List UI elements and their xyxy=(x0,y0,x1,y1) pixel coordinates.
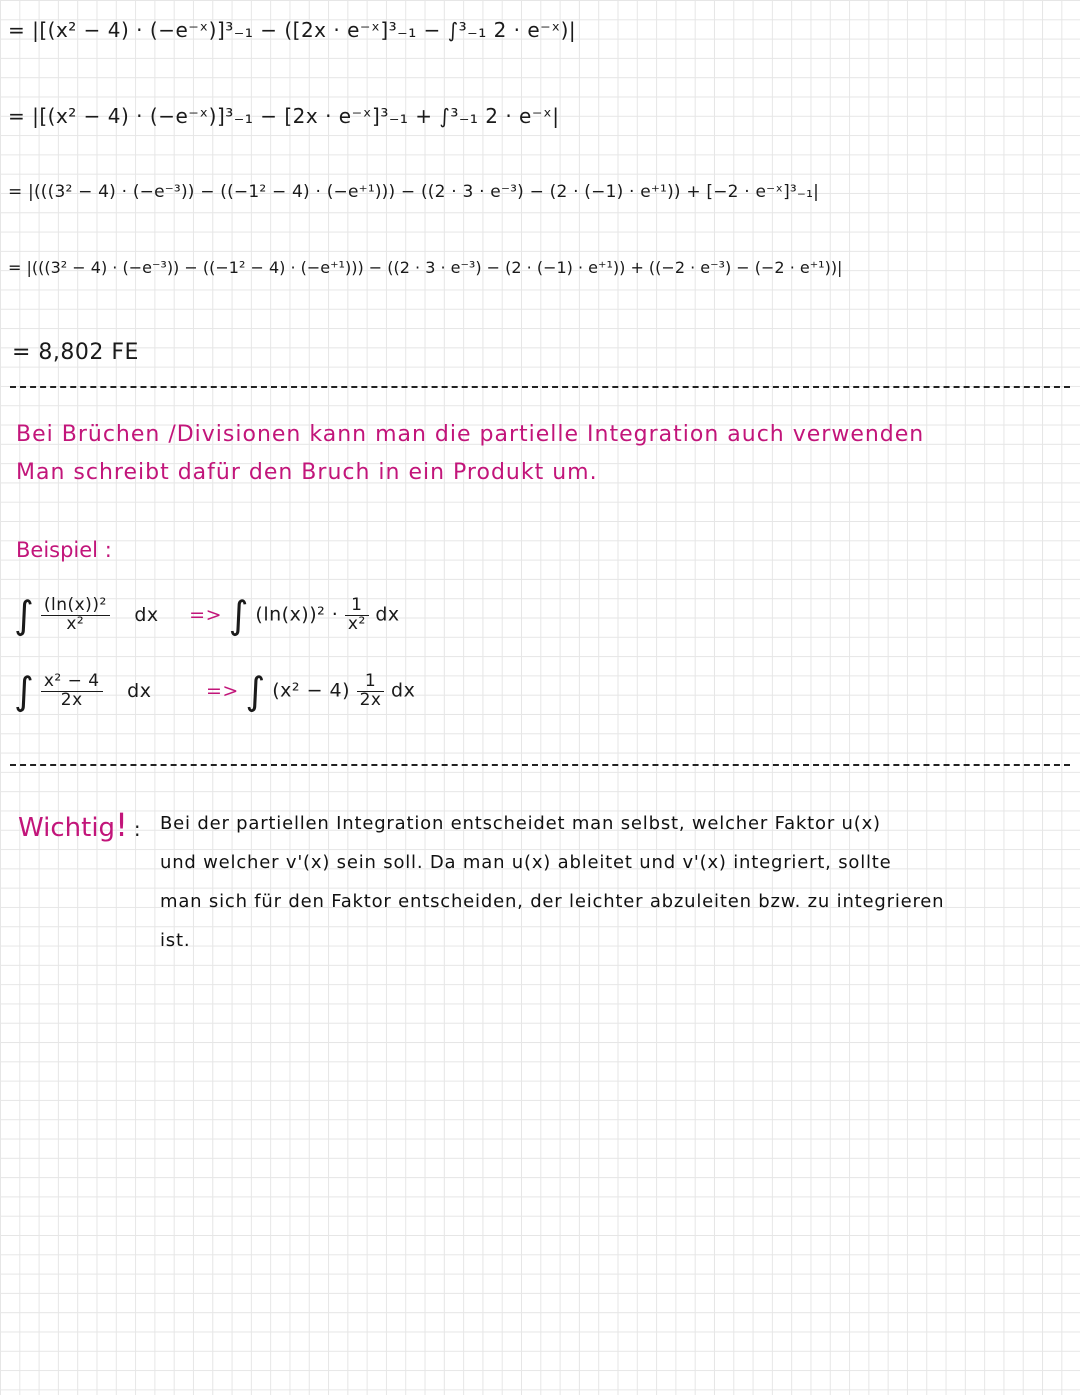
example-1-rhs-dx: dx xyxy=(375,603,400,626)
example-2-denominator: 2x xyxy=(60,689,83,710)
example-1-arrow: => xyxy=(189,603,223,626)
example-1-rhs-numerator: 1 xyxy=(345,597,369,616)
example-1-denominator: x² xyxy=(66,613,85,634)
example-2-rhs-denominator: 2x xyxy=(359,689,382,710)
example-2-rhs-numerator: 1 xyxy=(357,673,385,692)
example-2-rhs-dx: dx xyxy=(391,679,416,702)
calc-line-1: = |[(x² − 4) · (−e⁻ˣ)]³₋₁ − ([2x · e⁻ˣ]³₋₁ − ∫³₋₁ 2 · e⁻ˣ)| xyxy=(8,18,577,42)
divider-2 xyxy=(10,764,1070,766)
calc-result: = 8,802 FE xyxy=(12,340,139,365)
calc-line-4: = |(((3² − 4) · (−e⁻³)) − ((−1² − 4) · (−e⁺¹))) − ((2 · 3 · e⁻³) − (2 · (−1) · e⁺¹)) + ((−2 · e⁻³) − (−2 · e⁺¹))| xyxy=(8,258,843,277)
note-colon: : xyxy=(133,817,141,841)
integral-symbol: ∫ xyxy=(14,593,35,637)
divider-1 xyxy=(10,386,1070,388)
intro-line-1: Bei Brüchen /Divisionen kann man die partielle Integration auch verwenden xyxy=(16,422,925,447)
example-2-rhs-fraction xyxy=(357,670,385,710)
example-1-rhs-factor: (ln(x))² · xyxy=(255,603,339,626)
example-1-fraction xyxy=(41,594,110,634)
calc-line-2: = |[(x² − 4) · (−e⁻ˣ)]³₋₁ − [2x · e⁻ˣ]³₋₁ + ∫³₋₁ 2 · e⁻ˣ| xyxy=(8,104,560,128)
exclamation-icon: ! xyxy=(115,806,128,844)
example-label: Beispiel : xyxy=(16,538,112,562)
example-1-numerator: (ln(x))² xyxy=(41,597,110,616)
example-2-fraction xyxy=(41,670,103,710)
note-line-4: ist. xyxy=(160,930,191,951)
example-1-rhs-fraction xyxy=(345,594,369,634)
example-2-rhs-factor: (x² − 4) xyxy=(272,679,351,702)
note-line-2: und welcher v'(x) sein soll. Da man u(x) ableitet und v'(x) integriert, sollte xyxy=(160,852,892,873)
integral-symbol: ∫ xyxy=(245,669,266,713)
intro-line-2: Man schreibt dafür den Bruch in ein Produkt um. xyxy=(16,460,598,485)
note-line-1: Bei der partiellen Integration entscheidet man selbst, welcher Faktor u(x) xyxy=(160,813,881,834)
note-line-3: man sich für den Faktor entscheiden, der leichter abzuleiten bzw. zu integrieren xyxy=(160,891,945,912)
calc-line-3: = |(((3² − 4) · (−e⁻³)) − ((−1² − 4) · (−e⁺¹))) − ((2 · 3 · e⁻³) − (2 · (−1) · e⁺¹)) + [−2 · e⁻ˣ]³₋₁| xyxy=(8,182,820,202)
example-1-dx: dx xyxy=(134,603,159,626)
integral-symbol: ∫ xyxy=(228,593,249,637)
note-heading xyxy=(18,806,141,844)
example-2-numerator: x² − 4 xyxy=(41,673,103,692)
example-2 xyxy=(14,669,416,713)
note-label: Wichtig xyxy=(18,813,116,843)
example-1 xyxy=(14,593,400,637)
integral-symbol: ∫ xyxy=(14,669,35,713)
example-2-dx: dx xyxy=(127,679,152,702)
example-1-rhs-denominator: x² xyxy=(347,613,366,634)
example-2-arrow: => xyxy=(206,679,239,702)
